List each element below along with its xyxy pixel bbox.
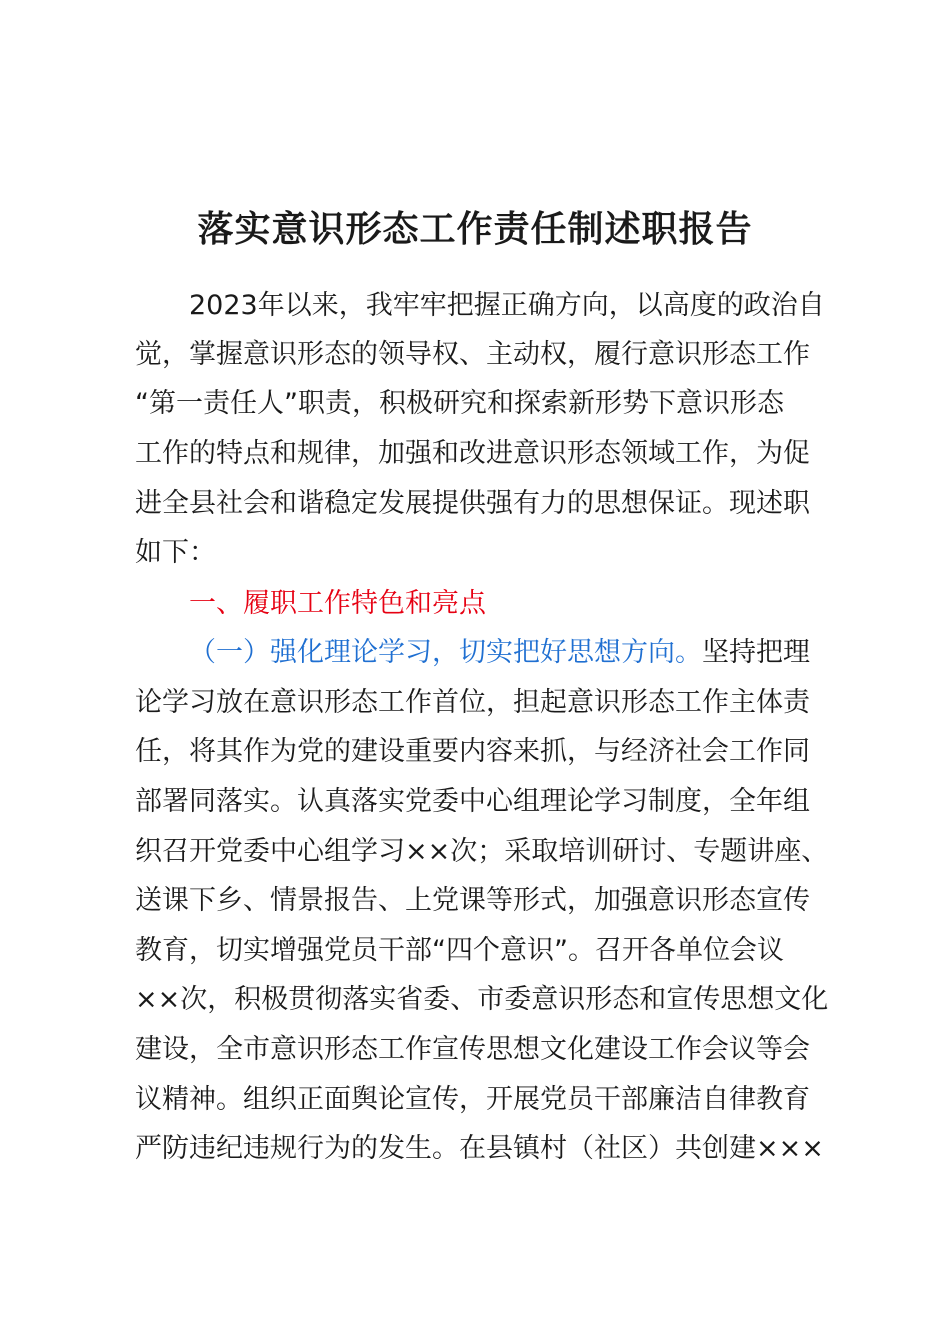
paragraph-line: 送课下乡、情景报告、上党课等形式，加强意识形态宣传 — [135, 885, 810, 916]
paragraph-line: 2023年以来，我牢牢把握正确方向，以高度的政治自 — [189, 290, 825, 321]
paragraph-line: 进全县社会和谐稳定发展提供强有力的思想保证。现述职 — [135, 488, 810, 519]
section-heading: 一、履职工作特色和亮点 — [189, 588, 486, 619]
subsection-first-line — [189, 633, 810, 673]
paragraph-line: 议精神。组织正面舆论宣传，开展党员干部廉洁自律教育 — [135, 1084, 810, 1115]
paragraph-line: 工作的特点和规律，加强和改进意识形态领域工作，为促 — [135, 438, 810, 469]
paragraph-line: 严防违纪违规行为的发生。在县镇村（社区）共创建××× — [135, 1133, 824, 1164]
document-title: 落实意识形态工作责任制述职报告 — [197, 209, 753, 250]
paragraph-line: 建设，全市意识形态工作宣传思想文化建设工作会议等会 — [135, 1034, 810, 1065]
subsection-heading: （一）强化理论学习，切实把好思想方向。 — [189, 637, 702, 668]
paragraph-line: 任，将其作为党的建设重要内容来抓，与经济社会工作同 — [135, 736, 810, 767]
paragraph-line: 织召开党委中心组学习××次；采取培训研讨、专题讲座、 — [135, 836, 829, 867]
paragraph-line: “第一责任人”职责，积极研究和探索新形势下意识形态 — [135, 388, 784, 419]
paragraph-line: ××次，积极贯彻落实省委、市委意识形态和宣传思想文化 — [135, 984, 829, 1015]
paragraph-line: 教育，切实增强党员干部“四个意识”。召开各单位会议 — [135, 935, 784, 966]
paragraph-line: 部署同落实。认真落实党委中心组理论学习制度，全年组 — [135, 786, 810, 817]
paragraph-line: 如下： — [135, 537, 216, 568]
subsection-text-start: 坚持把理 — [702, 637, 810, 668]
paragraph-line: 论学习放在意识形态工作首位，担起意识形态工作主体责 — [135, 687, 810, 718]
paragraph-line: 觉，掌握意识形态的领导权、主动权，履行意识形态工作 — [135, 339, 810, 370]
